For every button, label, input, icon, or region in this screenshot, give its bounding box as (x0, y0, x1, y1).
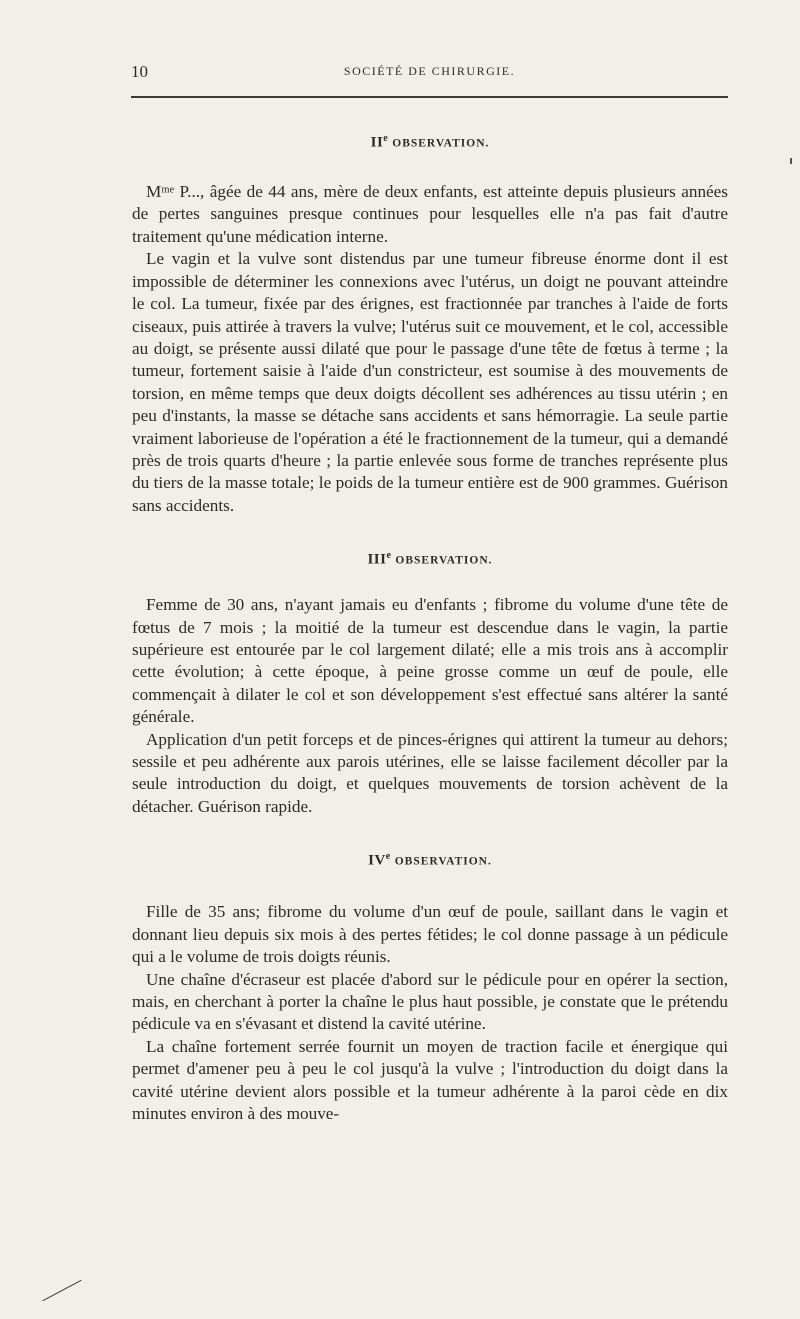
observation-section (132, 545, 728, 818)
paragraph: La chaîne fortement serrée fournit un moyen de traction facile et énergique qui permet d'amener peu à peu le col jusqu'à la vulve ; l'introduction du doigt dans la cavité utérine devient alors possible et la tumeur adhérente à la paroi cède en dix minutes environ à des mouve- (132, 1036, 728, 1123)
observation-heading (132, 128, 728, 155)
observation-heading (132, 846, 728, 873)
observation-section (132, 128, 728, 517)
observation-heading (132, 545, 728, 572)
page-body (132, 128, 728, 1125)
ink-speck (790, 158, 792, 164)
observation-numeral: II (370, 134, 384, 151)
observation-numeral: IV (368, 852, 386, 869)
observation-numeral: III (367, 551, 387, 568)
paragraph: Mᵐᵉ P..., âgée de 44 ans, mère de deux enfants, est atteinte depuis plusieurs années de pertes sanguines presque continues pour lesquelles elle n'a pas fait d'autre traitement qu'une médication interne. (132, 182, 728, 246)
header-rule (131, 96, 728, 98)
paragraph: Application d'un petit forceps et de pinces-érignes qui attirent la tumeur au dehors; sessile et peu adhérente aux parois utérines, elle se laisse facilement décoller par la seule introduction du doigt, et quelques mouvements de torsion achèvent de la détacher. Guérison rapide. (132, 729, 728, 816)
paragraph: Femme de 30 ans, n'ayant jamais eu d'enfants ; fibrome du volume d'une tête de fœtus de 7 mois ; la moitié de la tumeur est descendue dans le vagin, la partie supérieure est entourée par le col largement dilaté; elle a mis trois ans à accomplir cette évolution; à cette époque, à peine grosse comme un œuf de poule, elle commençait à dilater le col et son développement s'est effectué sans altérer la santé générale. (132, 595, 728, 727)
observation-title: OBSERVATION. (395, 554, 493, 567)
pen-stroke (42, 1280, 81, 1302)
observation-numeral-suffix: e (386, 550, 392, 562)
paragraph: Fille de 35 ans; fibrome du volume d'un œuf de poule, saillant dans le vagin et donnant lieu depuis six mois à des pertes fétides; le col donne passage à un pédicule qui a le volume de trois doigts réunis. (132, 902, 728, 967)
observation-section (132, 846, 728, 1125)
observation-numeral-suffix: e (385, 851, 391, 863)
page-number: 10 (131, 62, 148, 81)
running-title: SOCIÉTÉ DE CHIRURGIE. (343, 64, 516, 78)
observation-title: OBSERVATION. (392, 137, 490, 150)
observation-title: OBSERVATION. (394, 855, 492, 868)
paragraph: Une chaîne d'écraseur est placée d'abord sur le pédicule pour en opérer la section, mais, en cherchant à porter la chaîne le plus haut possible, je constate que le prétendu pédicule va en s'évasant et distend la cavité utérine. (132, 969, 728, 1034)
page-header (131, 62, 728, 86)
paragraph: Le vagin et la vulve sont distendus par une tumeur fibreuse énorme dont il est impossible de déterminer les connexions avec l'utérus, un doigt ne pouvant atteindre le col. La tumeur, fixée par des érignes, est fractionnée par tranches à l'aide de forts ciseaux, puis attirée à travers la vulve; l'utérus suit ce mouvement, et le col, accessible au doigt, se présente aussi dilaté que pour le passage d'une tête de fœtus à terme ; la tumeur, fortement saisie à l'aide d'un constricteur, est soumise à des mouvements de torsion, en même temps que deux doigts décollent ses adhérences au tissu utérin ; en peu d'instants, la masse se détache sans accidents et sans hémorragie. La seule partie vraiment laborieuse de l'opération a été le fractionnement de la tumeur, qui a demandé près de trois quarts d'heure ; la partie enlevée sous forme de tranches représente plus du tiers de la masse totale; le poids de la tumeur entière est de 900 grammes. Guérison sans accidents. (132, 249, 728, 515)
observation-numeral-suffix: e (383, 133, 389, 144)
